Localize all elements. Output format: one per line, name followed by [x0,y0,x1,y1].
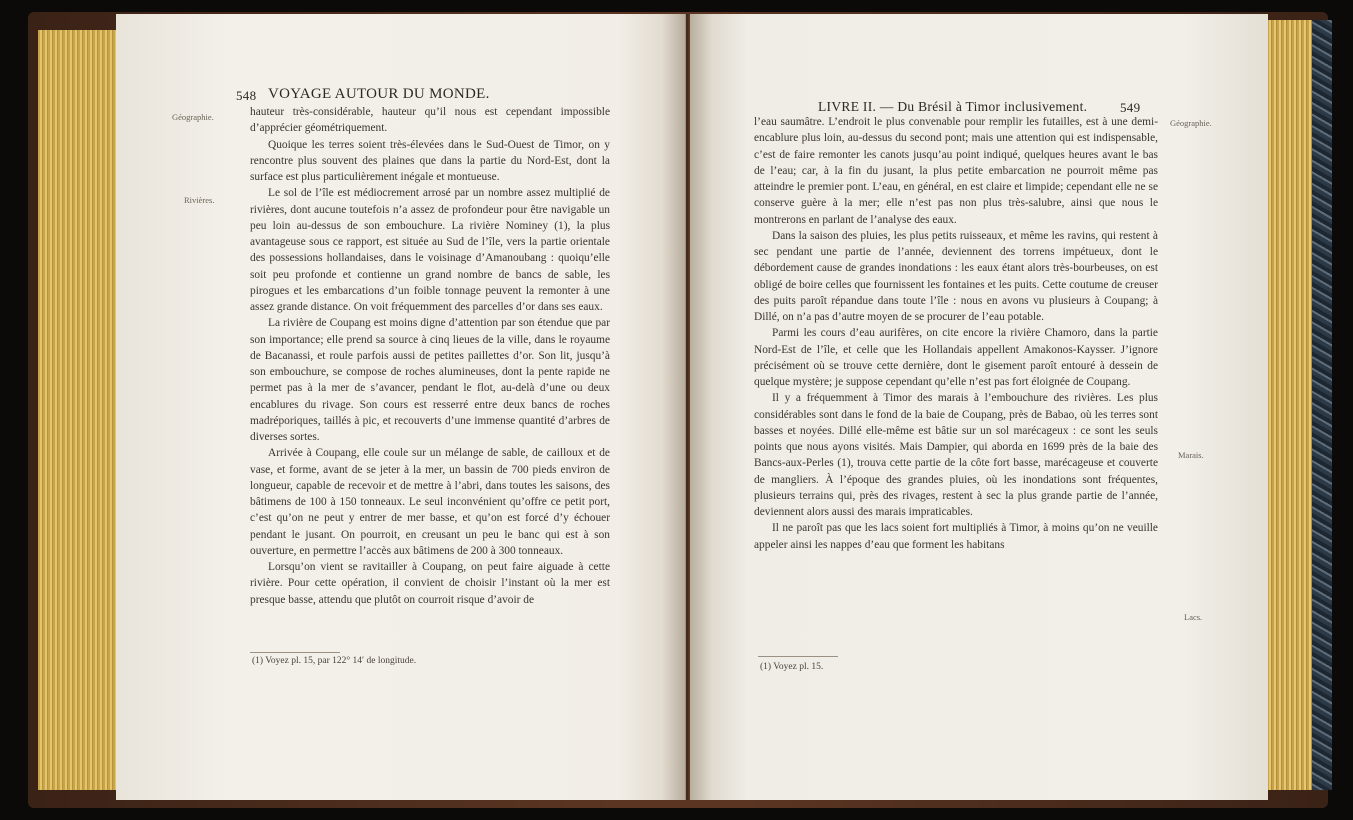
left-footnote: (1) Voyez pl. 15, par 122° 14′ de longitude. [252,656,417,666]
book-gutter [662,14,712,800]
left-paragraph: hauteur très-considérable, hauteur qu’il nous est cependant impossible d’apprécier géométriquement. [250,106,610,135]
right-paragraph: l’eau saumâtre. L’endroit le plus convenable pour remplir les futailles, est à une demi-encablure plus loin, au-dessus du second pont; mais une attention qui est indispensable, c’est de faire remonter les canots jusqu’au point indiqué, quelques heures avant le bas de l’eau; car, à la fin du jusant, la plus petite embarcation ne pourroit même pas atteindre le premier pont. L’eau, en général, en est claire et limpide; cependant elle ne se conserve guère à la mer; elle n’est pas non plus très-salubre, ainsi que nous le montrerons en parlant de l’analyse des eaux. [754,116,1158,226]
left-paragraph: La rivière de Coupang est moins digne d’attention par son étendue que par son importance; elle prend sa source à cinq lieues de la ville, dans le royaume de Bacanassi, et roule parfois aussi de petites paillettes d’or. Son lit, jusqu’à son embouchure, se compose de roches alumineuses, dont la pente rapide ne permet pas à la mer de s’avancer, pendant le flot, au-delà d’une ou deux encablures du rivage. Son cours est resserré entre deux bancs de roches madréporiques, taillés à pic, et recouverts d’une immense quantité d’arbres de diverses sortes. [250,317,610,443]
right-footnote-rule [758,656,838,657]
gilt-page-edge-left [38,30,128,790]
margin-note-rivieres: Rivières. [184,195,215,205]
right-footnote: (1) Voyez pl. 15. [760,662,824,672]
right-paragraph: Parmi les cours d’eau aurifères, on cite encore la rivière Chamoro, dans la partie Nord-Est de l’île, et celle que les Hollandais appellent Amakonos-Kaysser. J’ignore précisément où se trouve cette dernière, dont le gisement paroît entouré à dessein de quelque mystère; je suppose cependant qu’elle n’est pas fort éloignée de Coupang. [754,327,1158,388]
right-paragraph: Dans la saison des pluies, les plus petits ruisseaux, et même les ravins, qui restent à sec pendant une partie de l’année, deviennent des torrens impétueux, dont le débordement cause de grandes inondations : les eaux étant alors très-bourbeuses, on est obligé de boire celles que fournissent les fontaines et les puits. Cette coutume de creuser des puits paroît répandue dans toute l’île : nous en avons vu plusieurs à Coupang; à Dillé, on n’a pas d’autre moyen de se procurer de l’eau potable. [754,229,1158,323]
left-page-number: 548 [236,88,257,103]
left-text-block [250,104,610,608]
left-paragraph: Le sol de l’île est médiocrement arrosé par un nombre assez multiplié de rivières, dont aucune toutefois n’a assez de profondeur pour être navigable un peu loin au-dessus de son embouchure. La rivière Nominey (1), la plus avantageuse sous ce rapport, est située au Sud de l’île, vers la partie orientale des possessions hollandaises, dans le voisinage d’Amanoubang : quoiqu’elle soit peu profonde et contienne un grand nombre de bancs de sable, les pirogues et les embarcations d’un foible tonnage peuvent la remonter à une assez grande distance. On voit fréquemment des parcelles d’or dans ses eaux. [250,187,610,313]
left-paragraph: Arrivée à Coupang, elle coule sur un mélange de sable, de cailloux et de vase, et forme, avant de se jeter à la mer, un bassin de 700 pieds environ de longueur, capable de recevoir et de mettre à l’abri, dans toutes les saisons, des bâtimens de 100 à 150 tonneaux. Le seul inconvénient qu’offre ce petit port, c’est qu’on ne peut y entrer de mer basse, et qu’on est forcé d’y échouer pendant le jusant. On pourroit, en creusant un peu le banc qui est à son ouverture, en permettre l’accès aux bâtimens de 200 à 300 tonneaux. [250,447,610,557]
right-paragraph: Il ne paroît pas que les lacs soient fort multipliés à Timor, à moins qu’on ne veuille appeler ainsi les nappes d’eau que forment les habitans [754,522,1158,551]
margin-note-geographie: Géographie. [172,112,214,122]
margin-note-marais: Marais. [1178,450,1204,460]
left-paragraph: Quoique les terres soient très-élevées dans le Sud-Ouest de Timor, on y rencontre plus souvent des plaines que dans la partie du Nord-Est, dont la surface est plus particulièrement inégale et montueuse. [250,138,610,183]
margin-note-lacs: Lacs. [1184,612,1203,622]
left-running-title: VOYAGE AUTOUR DU MONDE. [268,86,490,102]
gilt-page-edge-right [1262,20,1312,790]
left-footnote-rule [250,652,340,653]
right-page-number: 549 [1120,100,1141,115]
marbled-board [1312,20,1332,790]
margin-note-geographie-right: Géographie. [1170,118,1212,128]
right-text-block [754,114,1158,553]
right-paragraph: Il y a fréquemment à Timor des marais à l’embouchure des rivières. Les plus considérables sont dans le fond de la baie de Coupang, près de Babao, où les terres sont basses et noyées. Dillé elle-même est bâtie sur un sol marécageux : ce sont les seuls points que nous ayons visités. Mais Dampier, qui aborda en 1699 près de la baie des Bancs-aux-Perles (1), trouva cette partie de la côte fort basse, marécageuse et couverte de mangliers. À l’époque des grandes pluies, où les inondations sont fréquentes, plusieurs terrains qui, près des rivages, restent à sec la plus grande partie de l’année, deviennent alors aussi des marais impraticables. [754,392,1158,518]
left-paragraph: Lorsqu’on vient se ravitailler à Coupang, on peut faire aiguade à cette rivière. Pour cette opération, il convient de choisir l’instant où la mer est presque basse, attendu que plutôt on courroit risque d’avoir de [250,561,610,606]
right-running-title: LIVRE II. — Du Brésil à Timor inclusivement. [818,99,1088,114]
